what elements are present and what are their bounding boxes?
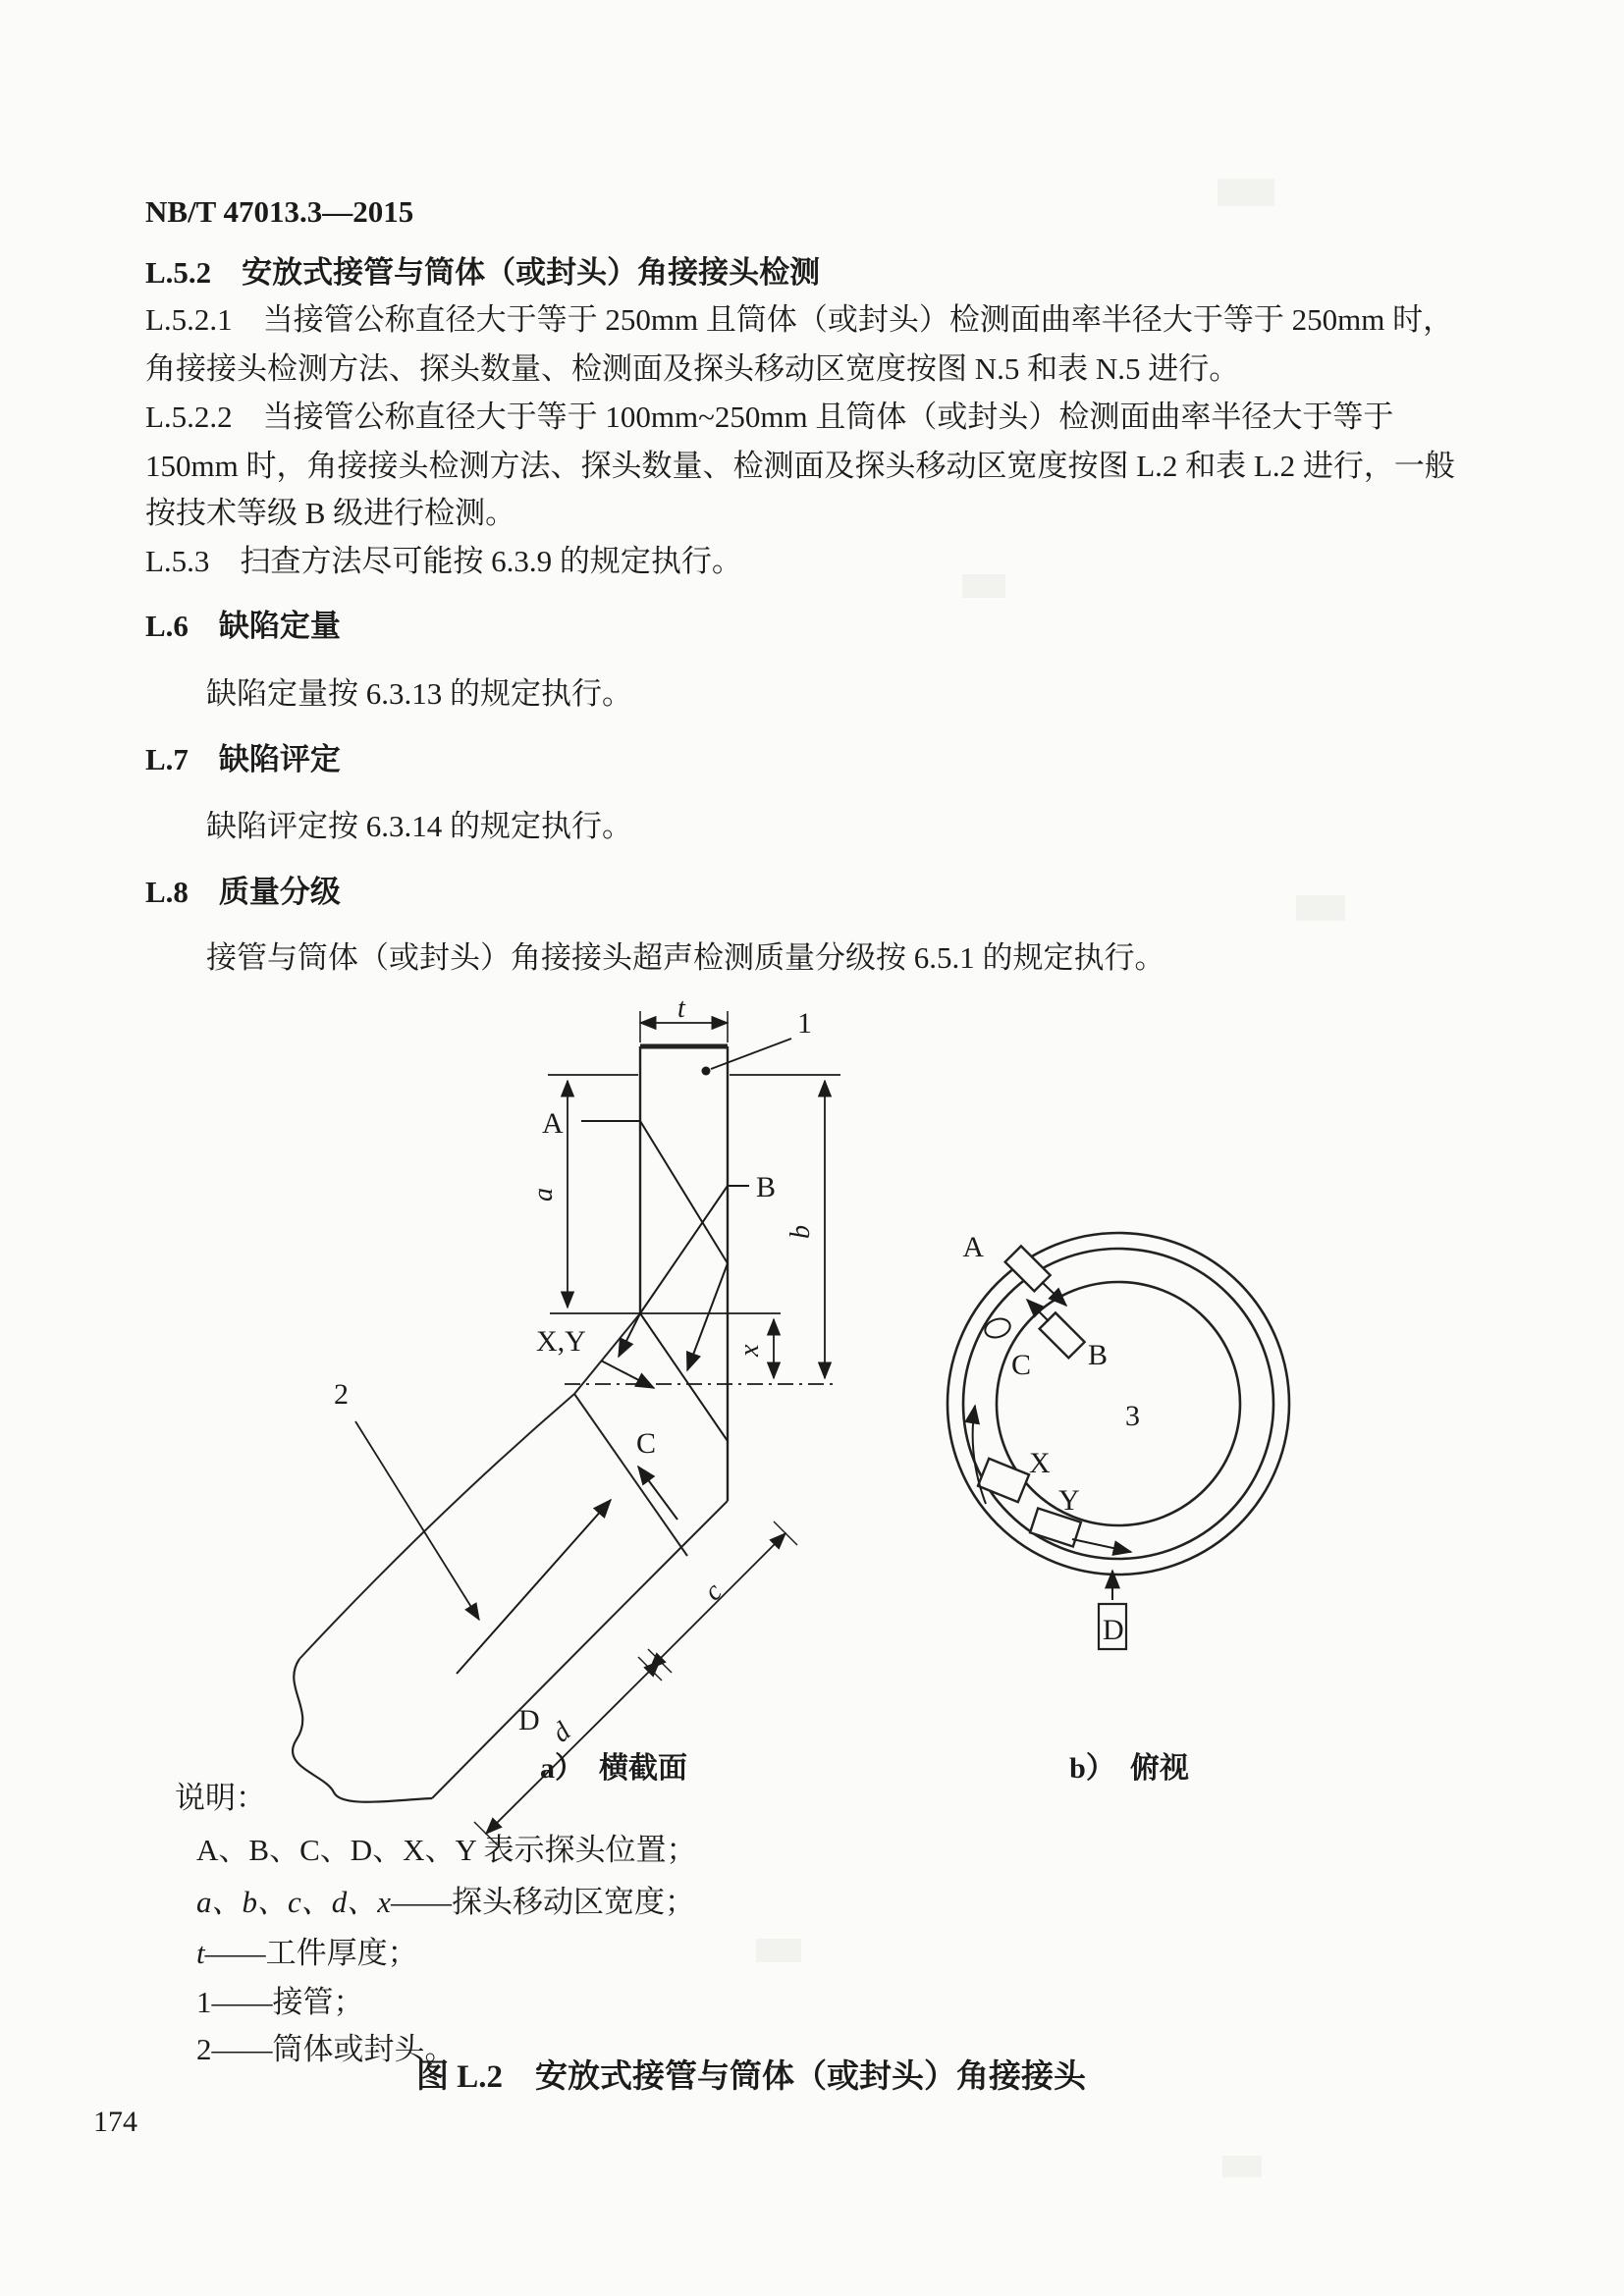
legend-desc: 表示探头位置； bbox=[475, 1833, 697, 1867]
legend-item-thickness bbox=[196, 1934, 418, 1973]
scan-artifact bbox=[756, 1939, 801, 1962]
caption-panel-a: a） 横截面 bbox=[540, 1752, 687, 1785]
scan-artifact bbox=[1218, 179, 1274, 206]
probe-label-xy: X,Y bbox=[536, 1325, 586, 1358]
page-header-standard-code: NB/T 47013.3—2015 bbox=[145, 194, 414, 229]
legend-symbols: t bbox=[196, 1936, 205, 1970]
legend-desc: ——筒体或封头。 bbox=[211, 2032, 456, 2066]
probe-label-c: C bbox=[636, 1427, 657, 1460]
legend-symbols: 2 bbox=[196, 2032, 212, 2066]
legend-title: 说明： bbox=[175, 1781, 266, 1815]
heading-l7: L.7 缺陷评定 bbox=[145, 742, 341, 776]
para-l7-body: 缺陷评定按 6.3.14 的规定执行。 bbox=[206, 809, 632, 843]
part-label-2: 2 bbox=[334, 1378, 349, 1411]
dim-label-b: b bbox=[785, 1225, 816, 1239]
legend-symbols: a、b、c、d、x bbox=[196, 1885, 392, 1919]
dim-label-t: t bbox=[677, 993, 685, 1024]
probe-label-a: A bbox=[542, 1107, 564, 1140]
caption-panel-b: b） 俯视 bbox=[1069, 1752, 1189, 1785]
page-number: 174 bbox=[93, 2106, 137, 2138]
legend-item-zones bbox=[196, 1883, 695, 1922]
topview-label-d: D bbox=[1103, 1614, 1124, 1646]
para-l521-line1: L.5.2.1 当接管公称直径大于等于 250mm 且筒体（或封头）检测面曲率半径大于等于 250mm 时， bbox=[145, 302, 1454, 337]
topview-label-c: C bbox=[1011, 1349, 1032, 1381]
legend-symbols: 1 bbox=[196, 1985, 212, 2019]
scan-artifact bbox=[962, 574, 1005, 598]
probe-label-b: B bbox=[756, 1171, 777, 1203]
legend-item-probes bbox=[196, 1831, 697, 1870]
para-l6-body: 缺陷定量按 6.3.13 的规定执行。 bbox=[206, 676, 632, 711]
top-view-circles bbox=[947, 1233, 1289, 1575]
legend-symbols: A、B、C、D、X、Y bbox=[196, 1833, 476, 1867]
para-l521-line2: 角接接头检测方法、探头数量、检测面及探头移动区宽度按图 N.5 和表 N.5 进行。 bbox=[145, 351, 1240, 386]
dim-label-d: d bbox=[546, 1716, 577, 1749]
para-l522-line2: 150mm 时，角接接头检测方法、探头数量、检测面及探头移动区宽度按图 L.2 和表 L.2 进行，一般 bbox=[145, 449, 1455, 483]
dim-label-x: x bbox=[734, 1344, 765, 1357]
para-l53: L.5.3 扫查方法尽可能按 6.3.9 的规定执行。 bbox=[145, 544, 742, 578]
legend-desc: ——接管； bbox=[211, 1985, 364, 2019]
dim-label-c: c bbox=[698, 1576, 729, 1607]
heading-l6: L.6 缺陷定量 bbox=[145, 609, 341, 643]
probe-label-d: D bbox=[518, 1704, 540, 1736]
cross-section-shell bbox=[293, 1313, 728, 1802]
heading-l8: L.8 质量分级 bbox=[145, 875, 341, 909]
para-l522-line3: 按技术等级 B 级进行检测。 bbox=[145, 496, 516, 530]
topview-label-b: B bbox=[1088, 1339, 1109, 1371]
legend-item-nozzle bbox=[196, 1983, 364, 2022]
topview-label-3: 3 bbox=[1125, 1400, 1140, 1432]
topview-label-y: Y bbox=[1058, 1484, 1080, 1517]
figure-caption: 图 L.2 安放式接管与筒体（或封头）角接接头 bbox=[415, 2059, 1087, 2095]
scan-artifact bbox=[1296, 895, 1345, 921]
part-label-1: 1 bbox=[797, 1007, 812, 1040]
legend-desc: ——工件厚度； bbox=[204, 1936, 418, 1970]
dim-label-a: a bbox=[528, 1188, 559, 1201]
heading-l52: L.5.2 安放式接管与筒体（或封头）角接接头检测 bbox=[145, 255, 821, 290]
topview-label-a: A bbox=[962, 1231, 984, 1263]
para-l8-body: 接管与筒体（或封头）角接接头超声检测质量分级按 6.5.1 的规定执行。 bbox=[206, 940, 1165, 975]
scan-artifact bbox=[1222, 2156, 1262, 2177]
figure-l2-drawing bbox=[0, 982, 1624, 1855]
legend-desc: ——探头移动区宽度； bbox=[391, 1885, 696, 1919]
para-l522-line1: L.5.2.2 当接管公称直径大于等于 100mm~250mm 且筒体（或封头）检测面曲率半径大于等于 bbox=[145, 400, 1394, 434]
topview-label-x: X bbox=[1029, 1447, 1051, 1479]
